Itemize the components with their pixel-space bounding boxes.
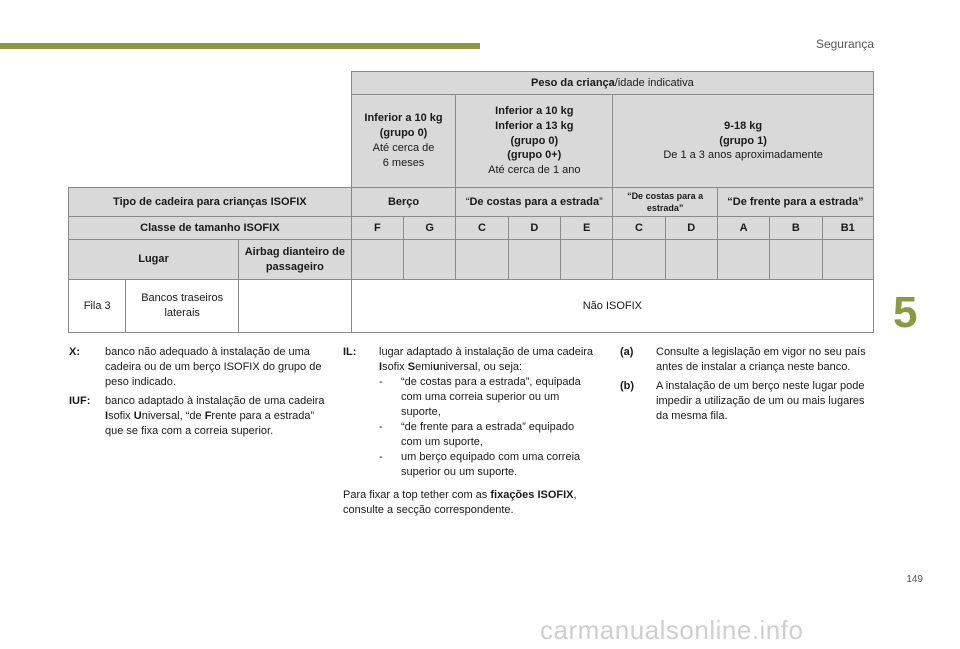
empty-cell [351,240,403,280]
airbag-cell [239,280,352,333]
watermark: carmanualsonline.info [540,615,804,645]
top-accent-bar [0,43,480,49]
section-title: Segurança [815,37,874,51]
note-b: (b) A instalação de um berço neste lugar pode impedir a utilização de um ou mais lugares da mesma fila. [620,380,865,422]
note-a: (a) Consulte a legislação em vigor no seu país antes de instalar a criança neste banco. [620,346,866,373]
seat-type-forward-facing: “De frente para a estrada” [717,188,873,217]
empty-cell [456,240,508,280]
note-x: X: banco não adequado à instalação de uma cadeira ou de um berço ISOFIX do grupo de peso indicado. [69,346,322,388]
size-class-cell: E [560,217,612,240]
size-class-cell: B1 [822,217,873,240]
seat-label: Bancos traseiros laterais [126,280,239,333]
isofix-table [68,71,874,333]
empty-cell [404,240,456,280]
size-class-cell: D [665,217,717,240]
weight-group-0plus: Inferior a 10 kg Inferior a 13 kg (grupo 0) (grupo 0+) Até cerca de 1 ano [456,95,613,188]
list-item: - um berço equipado com uma correia superior ou um suporte. [379,451,581,478]
size-class-cell: B [770,217,822,240]
place-label: Lugar [69,240,239,280]
row-label: Fila 3 [69,280,126,333]
weight-group-0: Inferior a 10 kg (grupo 0) Até cerca de 6 meses [351,95,456,188]
empty-cell [560,240,612,280]
empty-cell [665,240,717,280]
size-class-cell: C [456,217,508,240]
size-class-cell: D [508,217,560,240]
empty-cell [770,240,822,280]
size-class-label: Classe de tamanho ISOFIX [69,217,352,240]
notes-column-3 [620,345,870,428]
page-number: 149 [906,574,923,585]
notes-column-1 [69,345,327,443]
note-il: IL: lugar adaptado à instalação de uma cadeira Isofix Semiuniversal, ou seja: - “de costas para a estrada”, equipada com uma correia superior ou um suporte, - “de frente para a estrada” equipado com um suporte, - um berço equipado com uma correia superior ou um suporte. [343,346,594,478]
seat-type-rear-facing: “De costas para a estrada” [456,188,613,217]
seat-type-berco: Berço [351,188,456,217]
empty-cell [508,240,560,280]
notes-column-2 [343,345,595,518]
weight-header: Peso da criança/idade indicativa [351,72,873,95]
size-class-cell: F [351,217,403,240]
list-item: - “de costas para a estrada”, equipada com uma correia superior ou um suporte, [379,376,581,418]
size-class-cell: G [404,217,456,240]
isofix-reference: Para fixar a top tether com as fixações ISOFIX, consulte a secção correspondente. [343,489,577,516]
empty-cell [613,240,665,280]
empty-cell [822,240,873,280]
seat-type-rear-facing-2: “De costas para a estrada” [613,188,718,217]
size-class-cell: C [613,217,665,240]
row-value: Não ISOFIX [351,280,873,333]
size-class-cell: A [717,217,769,240]
note-iuf: IUF: banco adaptado à instalação de uma cadeira Isofix Universal, “de Frente para a estrada” que se fixa com a correia superior. [69,395,325,437]
airbag-label: Airbag dianteiro de passageiro [239,240,352,280]
seat-type-label: Tipo de cadeira para crianças ISOFIX [69,188,352,217]
weight-group-1: 9-18 kg (grupo 1) De 1 a 3 anos aproximadamente [613,95,874,188]
chapter-number: 5 [893,288,918,337]
list-item: - “de frente para a estrada” equipado com um suporte, [379,421,575,448]
empty-cell [717,240,769,280]
